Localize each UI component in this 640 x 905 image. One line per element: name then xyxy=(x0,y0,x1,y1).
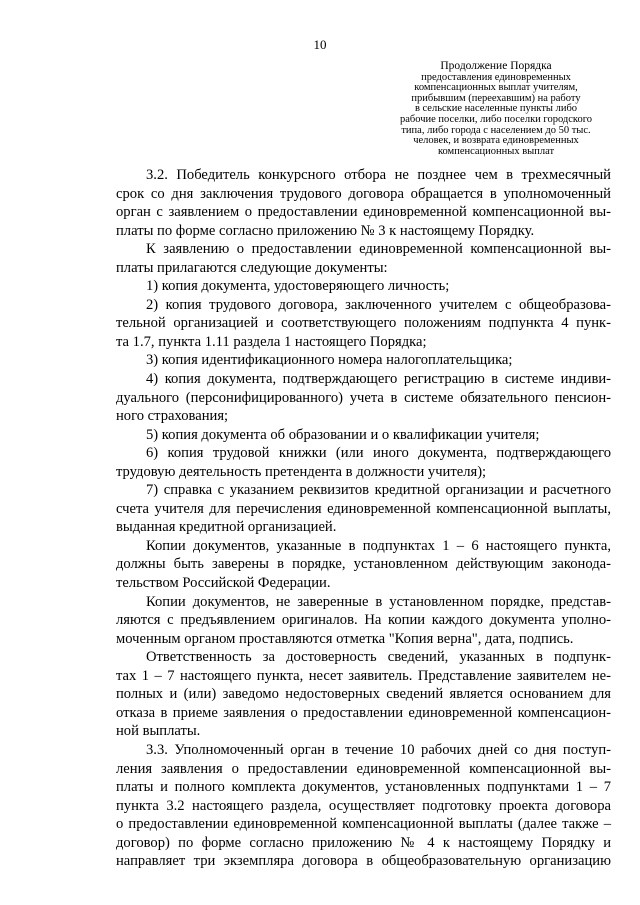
paragraph-line: 3) копия идентификационного номера налогоплательщика; xyxy=(146,352,513,369)
paragraph-line: та 1.7, пункта 1.11 раздела 1 настоящего Порядка; xyxy=(116,333,427,350)
paragraph-line: платы и полного комплекта документов, установленных подпунктами 1 – 7 xyxy=(116,779,611,796)
paragraph-line: полных и (или) заведомо недостоверных сведений является основанием для xyxy=(116,686,611,703)
paragraph-line: срок со дня заключения трудового договора обращается в уполномоченный xyxy=(116,185,611,202)
paragraph xyxy=(116,444,611,481)
page-number: 10 xyxy=(313,37,327,52)
header-note-line: в сельские населенные пункты либо xyxy=(414,103,578,115)
paragraph-line: К заявлению о предоставлении единовременной компенсационной вы- xyxy=(146,241,611,258)
paragraph-line: Ответственность за достоверность сведений, указанных в подпунк- xyxy=(146,649,611,666)
paragraph-line: моченным органом проставляются отметка "Копия верна", дата, подпись. xyxy=(116,630,574,647)
paragraph-line: платы прилагаются следующие документы: xyxy=(116,259,388,276)
header-note-line: типа, либо города с населением до 50 тыс. xyxy=(401,124,591,136)
paragraph-line: дуального (персонифицированного) учета в системе обязательного пенсион- xyxy=(116,389,611,406)
paragraph xyxy=(116,741,611,871)
paragraph-line: 6) копия трудовой книжки (или иного документа, подтверждающего xyxy=(146,445,611,462)
paragraph xyxy=(116,648,611,741)
paragraph-line: тельством Российской Федерации. xyxy=(116,575,331,592)
paragraph xyxy=(116,166,611,240)
paragraph-line: о предоставлении единовременной компенсационной выплаты (далее также – xyxy=(116,816,611,833)
paragraph-line: направляет три экземпляра договора в общеобразовательную организацию xyxy=(116,853,611,870)
header-note-line: компенсационных выплат учителям, xyxy=(414,82,578,94)
paragraph xyxy=(116,296,611,352)
paragraph xyxy=(116,370,611,426)
paragraph-line: ления заявления о предоставлении единовременной компенсационной вы- xyxy=(116,760,611,777)
paragraph-line: 4) копия документа, подтверждающего регистрацию в системе индиви- xyxy=(146,371,611,388)
paragraph-line: счета учителя для перечисления единовременной компенсационной выплаты, xyxy=(116,500,611,517)
paragraph xyxy=(116,593,611,649)
paragraph-line: договор) по форме согласно приложению № 4 к настоящему Порядку и xyxy=(116,834,611,851)
paragraph xyxy=(116,537,611,593)
header-note-line: Продолжение Порядка xyxy=(440,60,552,72)
paragraph-line: 5) копия документа об образовании и о квалификации учителя; xyxy=(146,426,540,443)
paragraph-line: ного страхования; xyxy=(116,408,229,425)
paragraph-line: 7) справка с указанием реквизитов кредитной организации и расчетного xyxy=(146,482,611,499)
paragraph-line: 3.3. Уполномоченный орган в течение 10 рабочих дней со дня поступ- xyxy=(146,741,611,758)
paragraph xyxy=(116,240,611,277)
paragraph-line: 2) копия трудового договора, заключенного учителем с общеобразова- xyxy=(146,296,611,313)
paragraph-line: Копии документов, не заверенные в установленном порядке, представ- xyxy=(146,593,611,610)
paragraph xyxy=(116,277,611,296)
paragraph-line: ной выплаты. xyxy=(116,723,201,740)
header-note-line: человек, и возврата единовременных xyxy=(413,135,579,147)
paragraph-line: пункта 3.2 настоящего раздела, осуществляет подготовку проекта договора xyxy=(116,797,611,814)
paragraph-line: отказа в приеме заявления о предоставлении единовременной компенсацион- xyxy=(116,704,611,721)
paragraph-line: Копии документов, указанные в подпунктах 1 – 6 настоящего пункта, xyxy=(146,537,611,554)
header-note-line: предоставления единовременных xyxy=(421,71,571,83)
paragraph-line: 3.2. Победитель конкурсного отбора не позднее чем в трехмесячный xyxy=(146,167,611,183)
paragraph-line: трудовую деятельность претендента в должности учителя); xyxy=(116,463,487,480)
header-note-line: компенсационных выплат xyxy=(437,145,555,157)
paragraph-line: платы по форме согласно приложению № 3 к настоящему Порядку. xyxy=(116,222,535,239)
paragraph xyxy=(116,426,611,445)
paragraph xyxy=(116,481,611,537)
header-note-line: рабочие поселки, либо поселки городского xyxy=(399,113,593,125)
paragraph-line: тельной организацией и соответствующего положениям подпункта 4 пунк- xyxy=(116,315,611,332)
paragraph-line: должны быть заверены в порядке, установленном действующим законода- xyxy=(116,556,611,573)
paragraph-line: орган с заявлением о предоставлении единовременной компенсационной вы- xyxy=(116,204,611,221)
paragraph-line: 1) копия документа, удостоверяющего личность; xyxy=(146,278,450,295)
paragraph-line: ляются с предъявлением оригиналов. На копии каждого документа уполно- xyxy=(116,612,611,629)
body-text xyxy=(116,166,611,871)
paragraph-line: выданная кредитной организацией. xyxy=(116,519,337,536)
header-note-line: прибывшим (переехавшим) на работу xyxy=(411,92,581,104)
header-note xyxy=(380,61,612,157)
paragraph xyxy=(116,351,611,370)
paragraph-line: тах 1 – 7 настоящего пункта, несет заявитель. Представление заявителем не- xyxy=(116,667,611,684)
